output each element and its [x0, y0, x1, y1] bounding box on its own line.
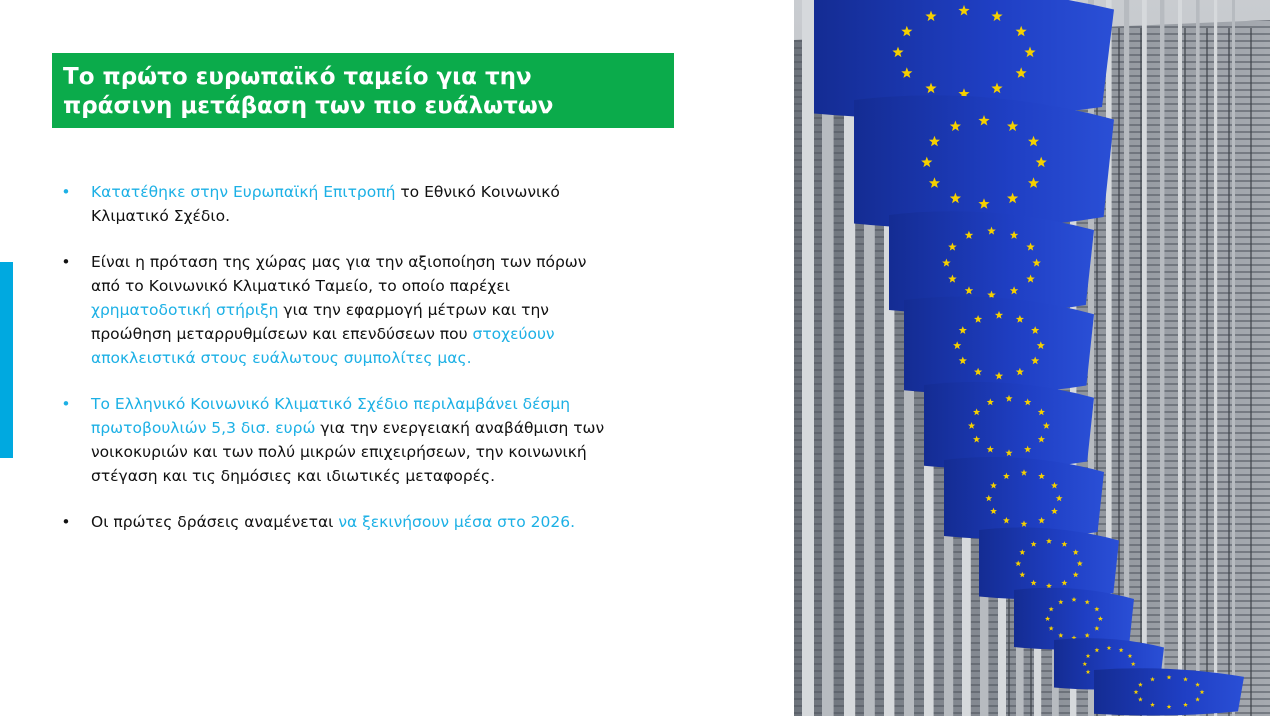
eu-flag: [904, 296, 1094, 394]
bullet-line: [91, 440, 680, 464]
bullet-dot: •: [61, 183, 71, 201]
eu-flags-photo: [794, 0, 1270, 716]
body-text: στέγαση και τις δημόσιες και ιδιωτικές μεταφορές.: [91, 467, 496, 485]
bullet-line: [91, 416, 680, 440]
flag-pole: [1232, 0, 1235, 716]
flag-pole: [1142, 0, 1147, 716]
bullet-line: [91, 392, 680, 416]
body-text: για την ενεργειακή αναβάθμιση των: [315, 419, 605, 437]
bullet-item: [60, 250, 680, 370]
body-text: για την εφαρμογή μέτρων και την: [278, 301, 549, 319]
body-text: από το Κοινωνικό Κλιματικό Ταμείο, το οποίο παρέχει: [91, 277, 511, 295]
eu-flag: [1094, 668, 1244, 715]
bullet-dot: •: [61, 513, 71, 531]
highlighted-text: Κατατέθηκε στην Ευρωπαϊκή Επιτροπή: [91, 183, 396, 201]
eu-flag: [924, 382, 1094, 469]
highlighted-text: να ξεκινήσουν μέσα στο 2026.: [338, 513, 576, 531]
eu-flag: [854, 95, 1114, 229]
body-text: νοικοκυριών και των πολύ μικρών επιχειρήσεων, την κοινωνική: [91, 443, 587, 461]
bullet-line: [91, 204, 680, 228]
bullet-dot: •: [61, 253, 71, 271]
bullet-line: [91, 464, 680, 488]
flag-pole: [1196, 0, 1200, 716]
left-accent-bar: [0, 262, 13, 458]
bullet-item: [60, 510, 680, 534]
bullet-line: [91, 322, 680, 346]
body-text: το Εθνικό Κοινωνικό: [395, 183, 560, 201]
title-line-2: πράσινη μετάβαση των πιο ευάλωτων: [63, 93, 554, 119]
body-text: Οι πρώτες δράσεις αναμένεται: [91, 513, 339, 531]
bullet-item: [60, 392, 680, 488]
eu-flag: [944, 457, 1104, 539]
bullet-line: [91, 298, 680, 322]
bullet-line: [91, 274, 680, 298]
bullet-line: [91, 250, 680, 274]
highlighted-text: αποκλειστικά στους ευάλωτους συμπολίτες μας.: [91, 349, 472, 367]
body-text: Κλιματικό Σχέδιο.: [91, 207, 231, 225]
flag-pole: [1178, 0, 1182, 716]
bullet-line: [91, 510, 680, 534]
title-banner: [52, 53, 674, 128]
highlighted-text: στοχεύουν: [472, 325, 555, 343]
bullet-line: [91, 346, 680, 370]
body-text: Είναι η πρόταση της χώρας μας για την αξιοποίηση των πόρων: [91, 253, 587, 271]
bullet-item: [60, 180, 680, 228]
flag-pole: [802, 0, 814, 716]
bullet-list: [60, 180, 680, 556]
body-text: προώθηση μεταρρυθμίσεων και επενδύσεων που: [91, 325, 473, 343]
highlighted-text: χρηματοδοτική στήριξη: [91, 301, 279, 319]
highlighted-text: πρωτοβουλιών 5,3 δισ. ευρώ: [91, 419, 316, 437]
bullet-dot: •: [61, 395, 71, 413]
title-line-1: Το πρώτο ευρωπαϊκό ταμείο για την: [63, 64, 532, 90]
bullet-line: [91, 180, 680, 204]
flag-pole: [1160, 0, 1164, 716]
flag-pole: [1214, 0, 1217, 716]
highlighted-text: Το Ελληνικό Κοινωνικό Κλιματικό Σχέδιο περιλαμβάνει δέσμη: [91, 395, 571, 413]
